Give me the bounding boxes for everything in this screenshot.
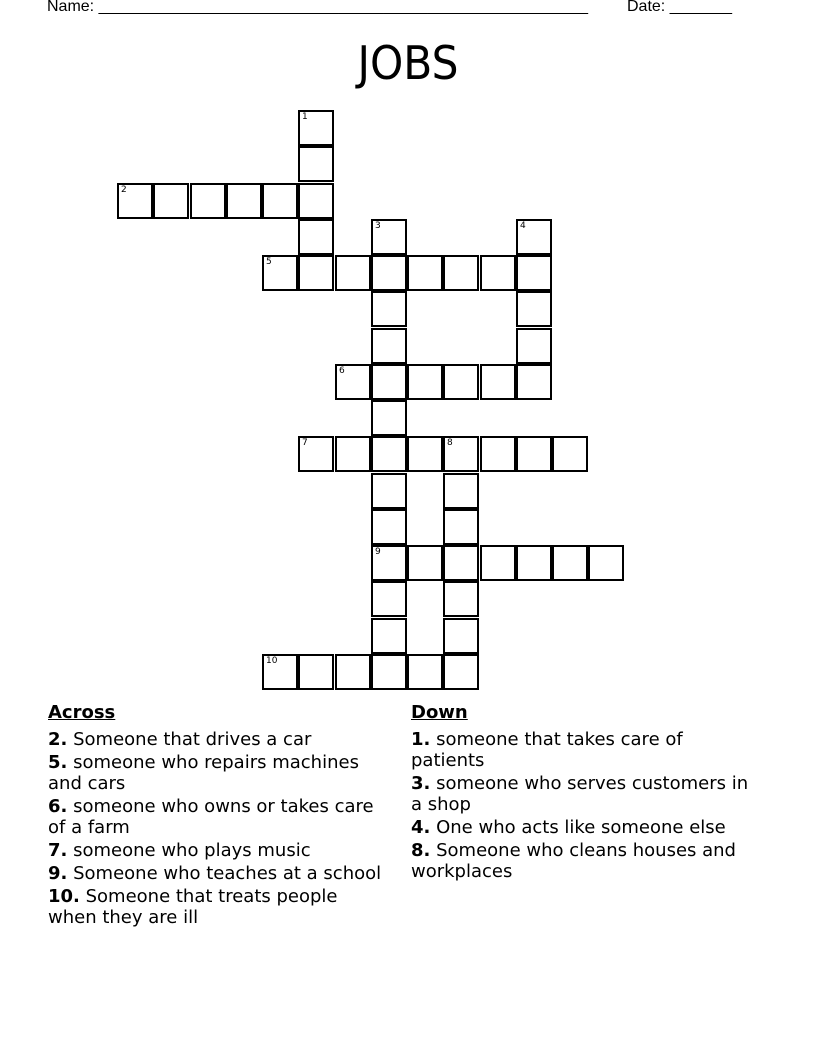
grid-cell[interactable] xyxy=(552,545,588,581)
grid-cell[interactable] xyxy=(371,400,407,436)
grid-cell[interactable] xyxy=(298,146,334,182)
clue-text: One who acts like someone else xyxy=(430,817,726,838)
grid-cell[interactable] xyxy=(516,219,552,255)
clue-text: someone who owns or takes care of a farm xyxy=(48,796,374,838)
grid-cell[interactable] xyxy=(298,110,334,146)
grid-cell[interactable] xyxy=(443,654,479,690)
across-clue xyxy=(48,886,388,928)
grid-cell[interactable] xyxy=(371,364,407,400)
grid-cell[interactable] xyxy=(226,183,262,219)
clue-number: 6. xyxy=(48,796,68,817)
across-clue-list xyxy=(48,729,388,928)
clue-text: Someone who teaches at a school xyxy=(67,863,382,884)
grid-cell[interactable] xyxy=(407,654,443,690)
grid-cell[interactable] xyxy=(407,255,443,291)
clue-number: 8. xyxy=(411,840,431,861)
grid-cell[interactable] xyxy=(516,328,552,364)
clue-number: 8 xyxy=(447,438,453,448)
clue-number: 1 xyxy=(302,112,308,122)
clue-text: Someone that drives a car xyxy=(67,729,312,750)
grid-cell[interactable] xyxy=(516,545,552,581)
grid-cell[interactable] xyxy=(298,255,334,291)
grid-cell[interactable] xyxy=(335,654,371,690)
grid-cell[interactable] xyxy=(443,364,479,400)
down-clues xyxy=(411,702,756,884)
down-clue xyxy=(411,817,756,838)
clue-number: 5. xyxy=(48,752,68,773)
grid-cell[interactable] xyxy=(298,436,334,472)
across-clue xyxy=(48,796,388,838)
grid-cell[interactable] xyxy=(443,618,479,654)
date-field[interactable]: Date: _______ xyxy=(627,0,732,15)
down-clue xyxy=(411,773,756,815)
clue-text: someone who repairs machines and cars xyxy=(48,752,359,794)
grid-cell[interactable] xyxy=(371,219,407,255)
clue-number: 7 xyxy=(302,438,308,448)
grid-cell[interactable] xyxy=(443,436,479,472)
clue-number: 4 xyxy=(520,221,526,231)
grid-cell[interactable] xyxy=(371,581,407,617)
clue-number: 2 xyxy=(121,185,127,195)
grid-cell[interactable] xyxy=(407,364,443,400)
down-heading: Down xyxy=(411,702,468,723)
grid-cell[interactable] xyxy=(153,183,189,219)
grid-cell[interactable] xyxy=(516,436,552,472)
clue-number: 3 xyxy=(375,221,381,231)
clue-text: Someone that treats people when they are ill xyxy=(48,886,338,928)
grid-cell[interactable] xyxy=(443,545,479,581)
clue-number: 5 xyxy=(266,257,272,267)
grid-cell[interactable] xyxy=(480,545,516,581)
grid-cell[interactable] xyxy=(443,509,479,545)
grid-cell[interactable] xyxy=(516,364,552,400)
grid-cell[interactable] xyxy=(480,255,516,291)
across-clue xyxy=(48,840,388,861)
grid-cell[interactable] xyxy=(371,328,407,364)
clue-text: someone that takes care of patients xyxy=(411,729,683,771)
clue-number: 9. xyxy=(48,863,68,884)
grid-cell[interactable] xyxy=(480,436,516,472)
clue-text: someone who plays music xyxy=(67,840,311,861)
across-clues xyxy=(48,702,388,930)
across-heading: Across xyxy=(48,702,116,723)
clue-number: 10. xyxy=(48,886,80,907)
grid-cell[interactable] xyxy=(262,255,298,291)
down-clue xyxy=(411,729,756,771)
grid-cell[interactable] xyxy=(262,654,298,690)
across-clue xyxy=(48,752,388,794)
grid-cell[interactable] xyxy=(371,654,407,690)
grid-cell[interactable] xyxy=(298,219,334,255)
grid-cell[interactable] xyxy=(407,436,443,472)
grid-cell[interactable] xyxy=(443,473,479,509)
clue-number: 7. xyxy=(48,840,68,861)
grid-cell[interactable] xyxy=(335,364,371,400)
grid-cell[interactable] xyxy=(371,255,407,291)
grid-cell[interactable] xyxy=(371,436,407,472)
grid-cell[interactable] xyxy=(480,364,516,400)
grid-cell[interactable] xyxy=(371,291,407,327)
puzzle-title: JOBS xyxy=(357,36,459,90)
grid-cell[interactable] xyxy=(298,183,334,219)
grid-cell[interactable] xyxy=(443,255,479,291)
grid-cell[interactable] xyxy=(516,291,552,327)
clue-number: 9 xyxy=(375,547,381,557)
across-clue xyxy=(48,729,388,750)
grid-cell[interactable] xyxy=(443,581,479,617)
grid-cell[interactable] xyxy=(117,183,153,219)
grid-cell[interactable] xyxy=(552,436,588,472)
clue-number: 6 xyxy=(339,366,345,376)
grid-cell[interactable] xyxy=(190,183,226,219)
grid-cell[interactable] xyxy=(588,545,624,581)
clue-number: 10 xyxy=(266,656,278,666)
grid-cell[interactable] xyxy=(335,436,371,472)
grid-cell[interactable] xyxy=(262,183,298,219)
clue-number: 3. xyxy=(411,773,431,794)
grid-cell[interactable] xyxy=(371,509,407,545)
grid-cell[interactable] xyxy=(371,473,407,509)
clue-text: Someone who cleans houses and workplaces xyxy=(411,840,736,882)
clue-number: 1. xyxy=(411,729,431,750)
grid-cell[interactable] xyxy=(516,255,552,291)
down-clue-list xyxy=(411,729,756,882)
clue-number: 4. xyxy=(411,817,431,838)
grid-cell[interactable] xyxy=(371,545,407,581)
name-field[interactable]: Name: _______________________________________________________ xyxy=(47,0,588,15)
clue-text: someone who serves customers in a shop xyxy=(411,773,749,815)
grid-cell[interactable] xyxy=(298,654,334,690)
grid-cell[interactable] xyxy=(371,618,407,654)
clue-number: 2. xyxy=(48,729,68,750)
grid-cell[interactable] xyxy=(407,545,443,581)
down-clue xyxy=(411,840,756,882)
across-clue xyxy=(48,863,388,884)
grid-cell[interactable] xyxy=(335,255,371,291)
